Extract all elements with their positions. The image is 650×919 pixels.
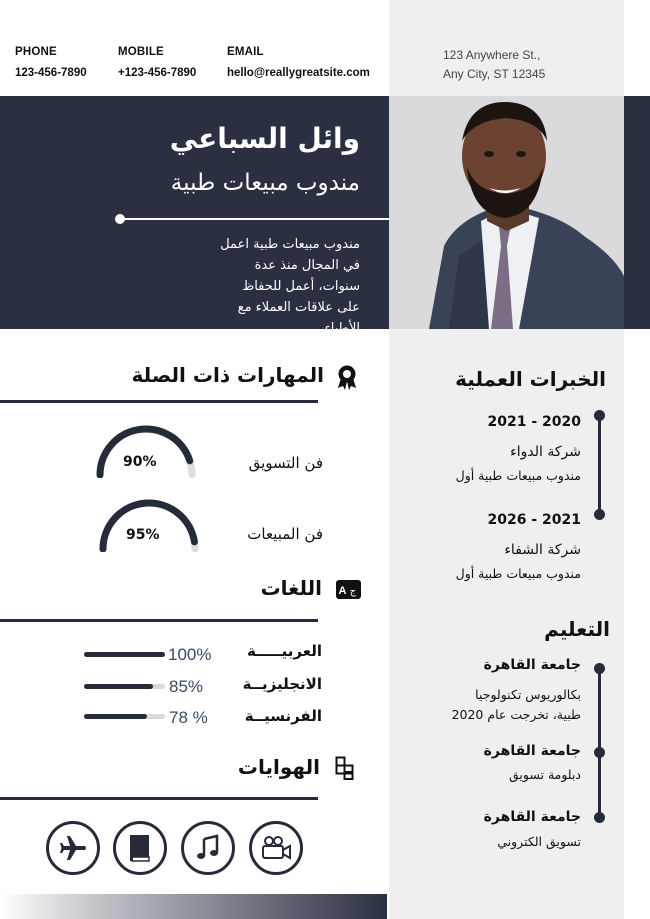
experience-timeline	[598, 415, 601, 515]
experience-role-2: مندوب مبيعات طبية أول	[455, 566, 581, 581]
airplane-icon	[46, 821, 100, 875]
language-value-french: 78 %	[169, 708, 208, 727]
mobile-label: MOBILE	[118, 46, 164, 58]
translate-icon	[336, 580, 361, 603]
skills-underline	[0, 400, 318, 403]
language-label-french: الفرنسيــة	[244, 707, 322, 725]
language-bar-french	[84, 714, 165, 719]
header-band-edge	[624, 96, 650, 329]
phone-value: 123-456-7890	[15, 67, 87, 79]
book-icon	[113, 821, 167, 875]
address	[443, 46, 545, 84]
skill-label-sales: فن المبيعات	[247, 525, 323, 543]
language-bar-english	[84, 684, 165, 689]
skill-value-marketing: 90%	[123, 454, 157, 470]
experience-company-2: شركة الشفاء	[504, 542, 581, 558]
profile-name: وائل السباعي	[169, 122, 360, 155]
language-bar-arabic	[84, 652, 165, 657]
education-dot-1	[594, 663, 605, 674]
hobbies-heading: الهوايات	[237, 755, 320, 779]
education-dot-3	[594, 812, 605, 823]
experience-dot-2	[594, 509, 605, 520]
svg-text:ج: ج	[349, 586, 357, 597]
footer-bar	[0, 894, 387, 919]
grid-icon	[335, 756, 355, 784]
language-bar-fill-arabic	[84, 652, 165, 657]
profile-title: مندوب مبيعات طبية	[170, 170, 360, 196]
languages-heading: اللغات	[260, 576, 322, 600]
experience-heading: الخبرات العملية	[455, 367, 606, 391]
education-detail-1b: طبية، تخرجت عام 2020	[451, 707, 581, 722]
language-bar-fill-french	[84, 714, 147, 719]
experience-dot-1	[594, 410, 605, 421]
contact-email	[227, 46, 370, 79]
experience-years-1: 2020 - 2021	[487, 414, 581, 430]
experience-years-2: 2021 - 2026	[487, 512, 581, 528]
education-heading: التعليم	[544, 617, 610, 641]
education-timeline	[598, 668, 601, 818]
skill-value-sales: 95%	[126, 527, 160, 543]
education-school-2: جامعة القاهرة	[483, 743, 581, 759]
language-value-english: 85%	[169, 677, 204, 696]
language-label-arabic: العربيـــــة	[246, 642, 322, 660]
header-divider-dot	[115, 214, 125, 224]
hobbies-underline	[0, 797, 318, 800]
contact-mobile	[118, 46, 196, 79]
profile-summary: مندوب مبيعات طبية اعمل في المجال منذ عدة سنوات، أعمل للحفاظ على علاقات العملاء مع الأطباء.	[220, 237, 360, 336]
music-note-icon	[181, 821, 235, 875]
language-value-arabic: 100%	[168, 645, 212, 664]
education-school-3: جامعة القاهرة	[483, 809, 581, 825]
skill-label-marketing: فن التسويق	[248, 454, 323, 472]
skills-heading: المهارات ذات الصلة	[131, 363, 324, 387]
video-camera-icon	[249, 821, 303, 875]
education-detail-2: دبلومة تسويق	[508, 767, 581, 782]
education-school-1: جامعة القاهرة	[483, 657, 581, 673]
education-dot-2	[594, 747, 605, 758]
svg-text:A: A	[338, 585, 347, 597]
education-detail-3: تسويق الكتروني	[497, 834, 581, 849]
experience-company-1: شركة الدواء	[510, 444, 581, 460]
phone-label: PHONE	[15, 46, 57, 58]
email-value: hello@reallygreatsite.com	[227, 67, 370, 79]
contact-phone	[15, 46, 87, 79]
language-label-english: الانجليزيــة	[242, 675, 322, 693]
skill-gauge-sales	[96, 496, 202, 552]
address-line-1: 123 Anywhere St.,	[443, 48, 541, 62]
education-detail-1a: بكالوريوس تكنولوجيا	[475, 687, 581, 702]
profile-photo	[389, 96, 624, 329]
experience-role-1: مندوب مبيعات طبية أول	[455, 468, 581, 483]
award-icon	[335, 364, 359, 394]
languages-underline	[0, 619, 318, 622]
header-divider	[120, 218, 389, 220]
language-bar-fill-english	[84, 684, 153, 689]
address-line-2: Any City, ST 12345	[443, 67, 546, 81]
mobile-value: +123-456-7890	[118, 67, 197, 79]
email-label: EMAIL	[227, 46, 264, 58]
